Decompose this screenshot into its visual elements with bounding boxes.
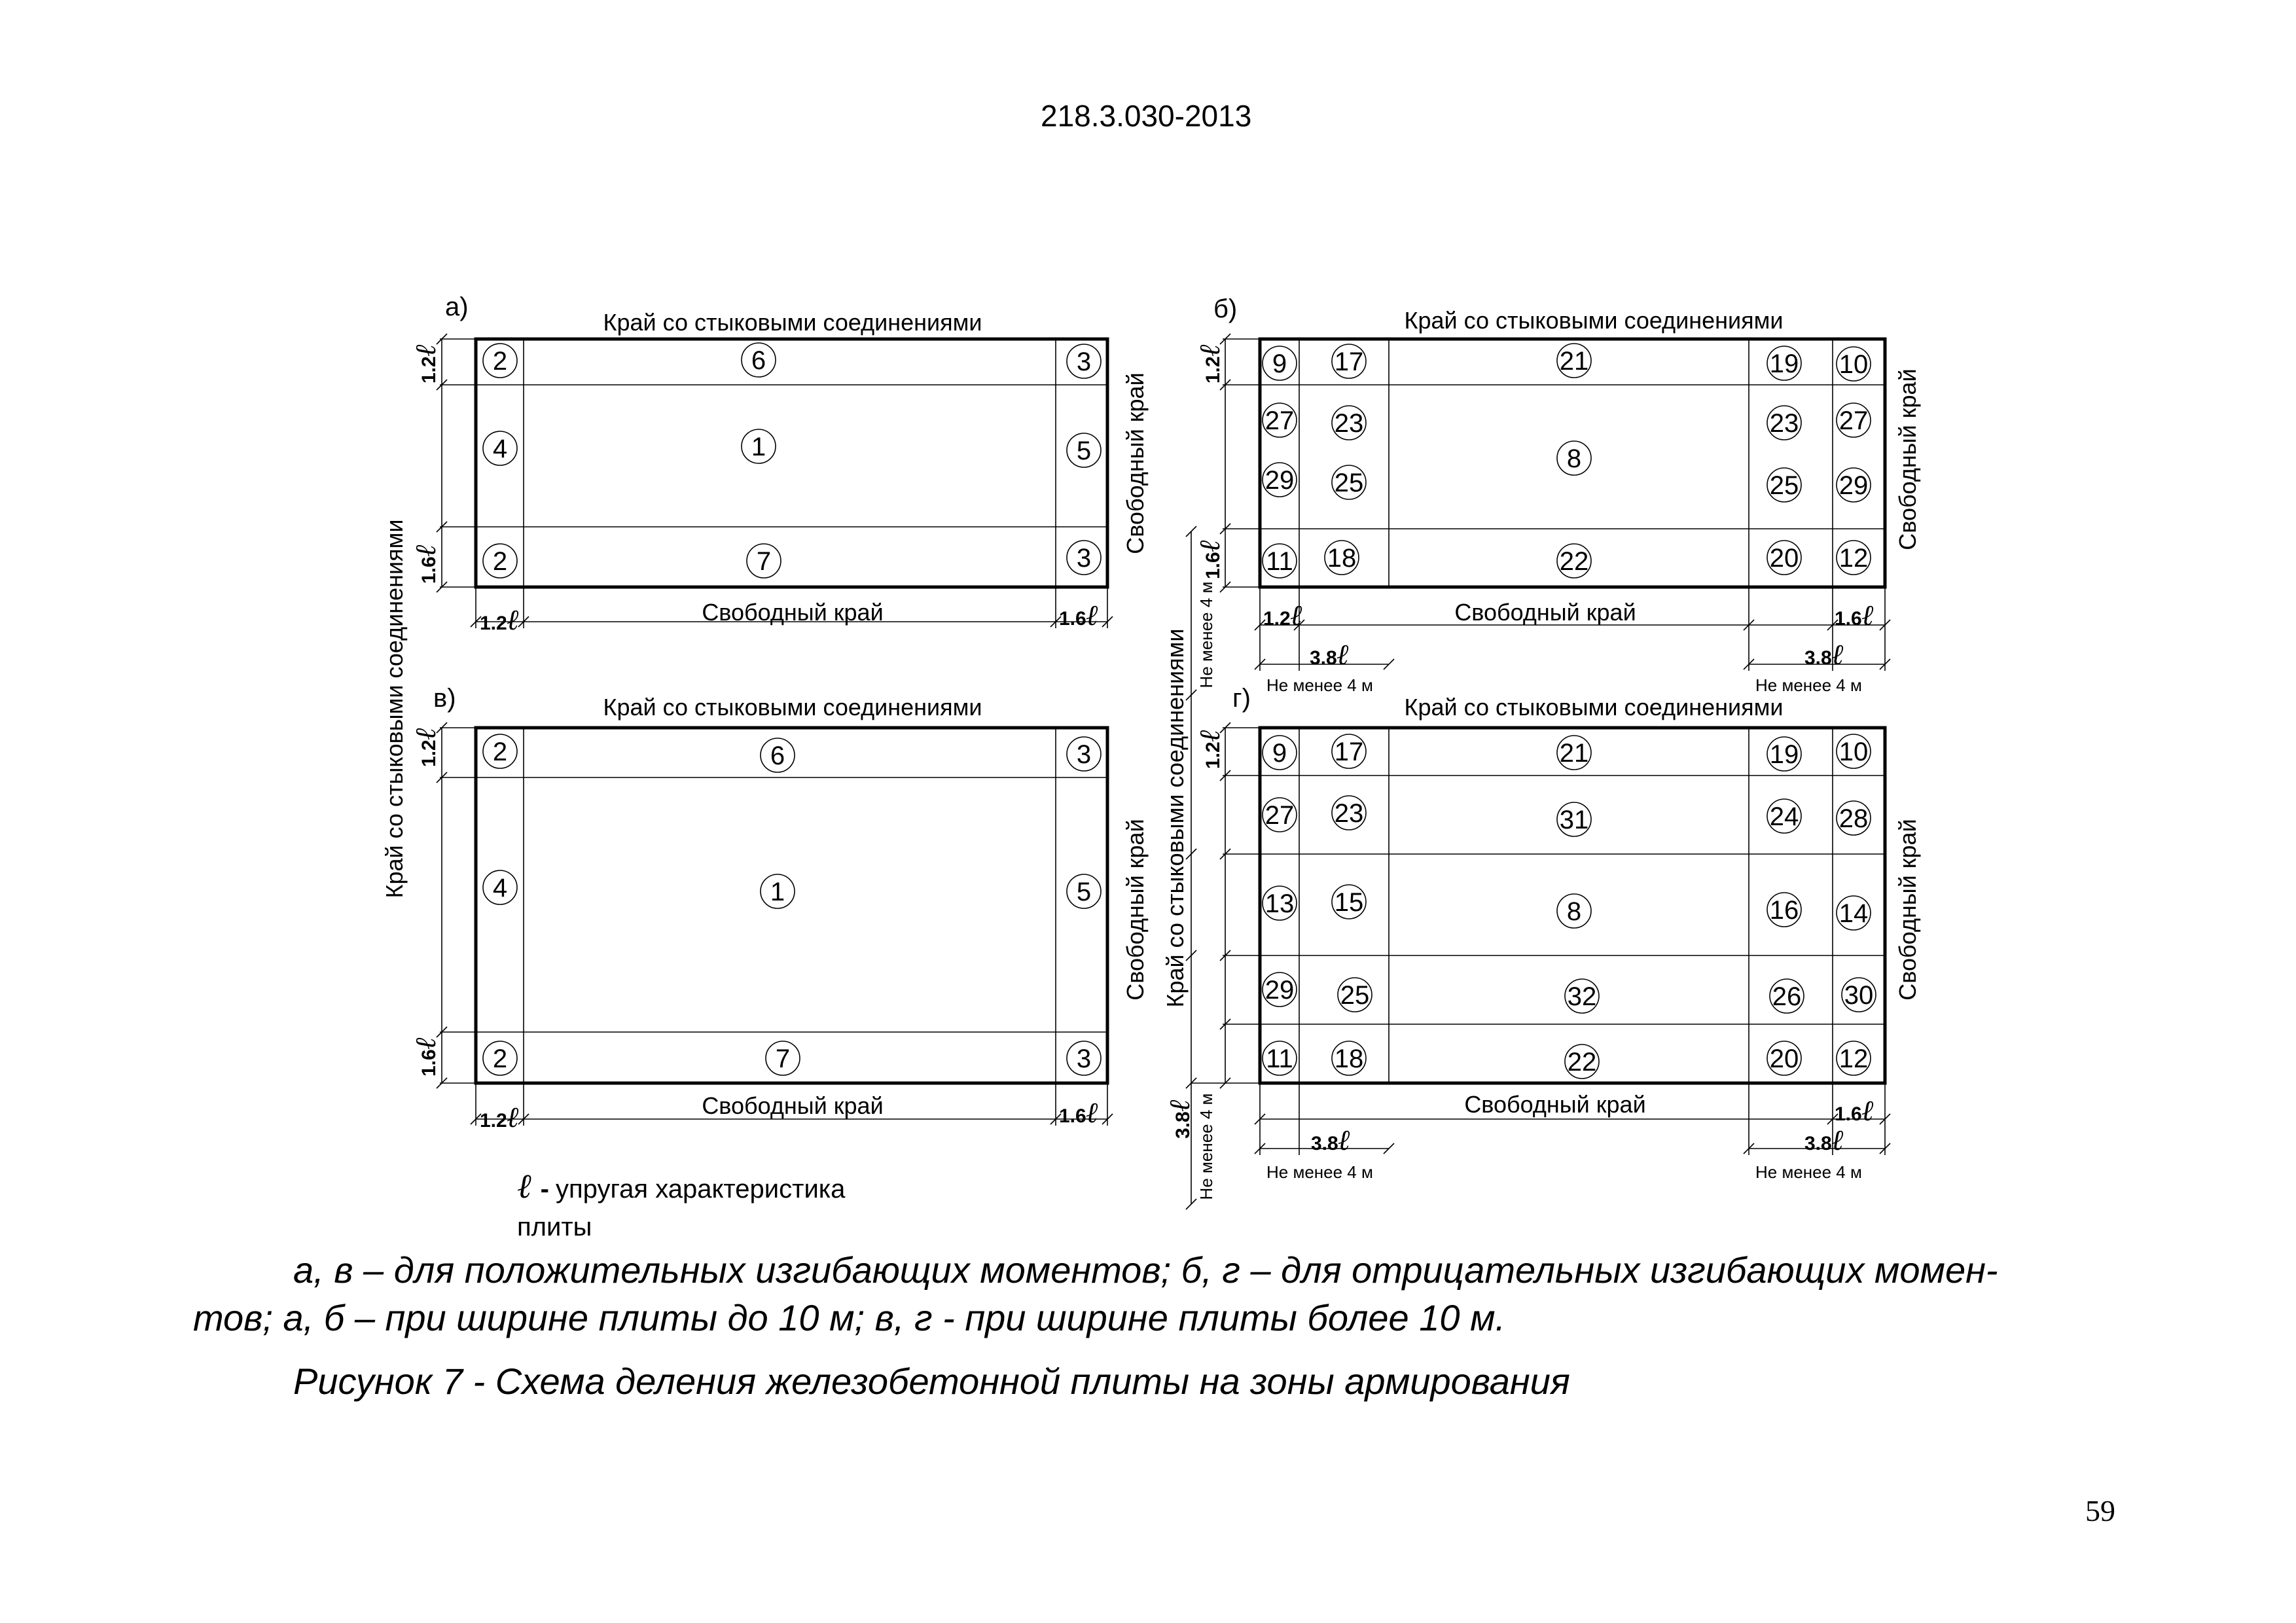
dimension-label (1310, 639, 1350, 671)
zone-number: 31 (1559, 806, 1589, 834)
zone-number: 29 (1265, 976, 1295, 1005)
zone-number: 8 (1566, 444, 1582, 473)
zone-number: 14 (1839, 899, 1869, 928)
dimension-label (410, 544, 442, 584)
top-edge-label: Край со стыковыми соединениями (603, 309, 982, 336)
bottom-edge-label: Свободный край (1454, 599, 1636, 626)
zone-number: 9 (1272, 739, 1287, 768)
zone-number: 4 (492, 874, 508, 902)
ell-symbol: ℓ (410, 727, 442, 740)
dimension-label (1835, 1095, 1874, 1127)
zone-number: 1 (770, 878, 785, 906)
zone-number: 30 (1844, 981, 1874, 1010)
zone-number: 23 (1769, 409, 1799, 438)
dimension-label (1263, 599, 1303, 632)
min-width-label: Не менее 4 м (1196, 1093, 1216, 1200)
dimension-value: 1.6 (1059, 608, 1086, 630)
zone-number: 3 (1076, 1044, 1092, 1073)
right-edge-label: Свободный край (1894, 819, 1921, 1001)
dimension-value: 1.2 (1202, 741, 1224, 769)
min-width-label: Не менее 4 м (1266, 1162, 1373, 1182)
dimension-label (1059, 1097, 1099, 1129)
ell-symbol: ℓ (517, 1168, 531, 1205)
zone-number: 3 (1076, 544, 1092, 573)
ell-symbol: ℓ (410, 544, 442, 557)
zone-number: 18 (1334, 1044, 1364, 1073)
right-edge-label: Свободный край (1894, 368, 1921, 550)
dimension-value: 1.6 (1059, 1105, 1086, 1127)
zone-number: 12 (1839, 1044, 1869, 1073)
bottom-edge-label: Свободный край (702, 599, 884, 626)
dimension-value: 1.2 (418, 740, 440, 767)
legend-dash: - (540, 1175, 549, 1204)
zone-number: 15 (1334, 888, 1364, 917)
panel-letter-a: а) (445, 293, 469, 321)
zone-number: 8 (1566, 897, 1582, 926)
zone-number: 25 (1769, 471, 1799, 500)
ell-symbol: ℓ (1336, 639, 1350, 671)
document-code: 218.3.030-2013 (1041, 99, 1252, 133)
zone-number: 27 (1265, 406, 1295, 435)
dimension-label (1059, 599, 1099, 632)
dimension-value: 1.2 (1263, 608, 1291, 630)
zone-number: 19 (1769, 740, 1799, 769)
zone-number: 3 (1076, 348, 1092, 376)
min-width-label: Не менее 4 м (1755, 675, 1862, 695)
zone-number: 2 (492, 547, 508, 576)
ell-symbol: ℓ (1086, 1097, 1099, 1129)
dimension-label (410, 727, 442, 767)
ell-symbol: ℓ (1194, 539, 1226, 552)
dimension-value: 1.6 (418, 556, 440, 584)
dimension-value: 1.6 (418, 1049, 440, 1077)
zone-number: 25 (1334, 469, 1364, 497)
legend-text: упругая характеристика (556, 1175, 846, 1204)
zone-number: 16 (1769, 896, 1799, 925)
dimension-label (1194, 539, 1226, 579)
zone-number: 2 (492, 347, 508, 376)
left-edge-label: Край со стыковыми соединениями (381, 519, 408, 899)
top-edge-label: Край со стыковыми соединениями (1404, 694, 1784, 721)
min-width-label: Не менее 4 м (1755, 1162, 1862, 1182)
min-width-label: Не менее 4 м (1266, 675, 1373, 695)
ell-symbol: ℓ (1194, 729, 1226, 742)
dimension-label (1804, 1124, 1844, 1156)
zone-number: 29 (1265, 466, 1295, 495)
zone-number: 9 (1272, 349, 1287, 378)
zone-number: 29 (1839, 471, 1869, 500)
ell-symbol: ℓ (1194, 344, 1226, 357)
ell-symbol: ℓ (1861, 1095, 1874, 1127)
plate-outline (476, 339, 1107, 587)
figure-title: Рисунок 7 - Схема деления железобетонной плиты на зоны армирования (293, 1361, 1570, 1402)
zone-number: 2 (492, 738, 508, 766)
ell-symbol: ℓ (410, 1037, 442, 1050)
zone-number: 5 (1076, 878, 1092, 906)
min-width-label: Не менее 4 м (1196, 581, 1216, 688)
dimension-value: 3.8 (1804, 647, 1832, 669)
zone-number: 28 (1839, 804, 1869, 833)
zone-number: 7 (756, 547, 772, 576)
ell-symbol: ℓ (1164, 1099, 1196, 1112)
ell-symbol: ℓ (1290, 599, 1303, 632)
ell-symbol: ℓ (1831, 639, 1844, 671)
zone-number: 12 (1839, 544, 1869, 573)
panel-letter-g: г) (1232, 684, 1251, 713)
dimension-value: 3.8 (1804, 1133, 1832, 1154)
zone-number: 24 (1769, 802, 1799, 831)
ell-symbol: ℓ (410, 344, 442, 357)
dimension-label (1194, 729, 1226, 769)
plate-outline (476, 728, 1107, 1083)
zone-number: 21 (1559, 347, 1589, 376)
dimension-label (410, 344, 442, 383)
dimension-label (1835, 599, 1874, 632)
zone-number: 32 (1567, 982, 1597, 1011)
caption-line-2: тов; а, б – при ширине плиты до 10 м; в, г - при ширине плиты более 10 м. (193, 1297, 1506, 1338)
dimension-label (1311, 1124, 1351, 1156)
zone-number: 19 (1769, 349, 1799, 378)
zone-number: 3 (1076, 740, 1092, 769)
dimension-value: 3.8 (1311, 1133, 1338, 1154)
zone-number: 25 (1340, 981, 1370, 1010)
ell-symbol: ℓ (507, 1101, 520, 1133)
caption-line-1: а, в – для положительных изгибающих моментов; б, г – для отрицательных изгибающих момен- (293, 1249, 1998, 1291)
dimension-value: 1.6 (1835, 1103, 1862, 1125)
panel-letter-v: в) (433, 684, 456, 713)
ell-symbol: ℓ (507, 604, 520, 636)
zone-number: 20 (1769, 544, 1799, 573)
legend-line-2: плиты (517, 1213, 592, 1241)
zone-number: 17 (1334, 348, 1364, 376)
dimension-value: 1.6 (1835, 608, 1862, 630)
bottom-edge-label: Свободный край (702, 1092, 884, 1119)
dimension-value: 1.2 (480, 1110, 507, 1132)
zone-number: 20 (1769, 1044, 1799, 1073)
right-edge-label: Свободный край (1122, 372, 1149, 554)
zone-number: 23 (1334, 799, 1364, 828)
zone-number: 6 (770, 741, 785, 770)
ell-symbol: ℓ (1831, 1124, 1844, 1156)
zone-number: 6 (751, 346, 766, 375)
bottom-edge-label: Свободный край (1464, 1091, 1646, 1118)
zone-number: 21 (1559, 739, 1589, 768)
zone-number: 10 (1839, 738, 1869, 766)
ell-symbol: ℓ (1086, 599, 1099, 632)
zone-number: 26 (1772, 982, 1802, 1011)
zone-number: 5 (1076, 437, 1092, 465)
dimension-label (480, 604, 520, 636)
dimension-label (1194, 344, 1226, 383)
zone-number: 27 (1839, 406, 1869, 435)
right-edge-label: Свободный край (1122, 819, 1149, 1001)
page-number: 59 (2085, 1494, 2115, 1527)
zone-number: 10 (1839, 350, 1869, 379)
zone-number: 18 (1327, 544, 1357, 573)
left-edge-label: Край со стыковыми соединениями (1162, 628, 1189, 1008)
dimension-value: 1.2 (1202, 356, 1224, 383)
zone-number: 27 (1265, 801, 1295, 830)
dimension-value: 1.2 (480, 613, 507, 634)
dimension-label (1804, 639, 1844, 671)
dimension-label (410, 1037, 442, 1077)
zone-number: 1 (751, 433, 766, 461)
zone-number: 11 (1266, 547, 1293, 576)
dimension-value: 3.8 (1172, 1111, 1194, 1139)
zone-number: 11 (1266, 1044, 1293, 1073)
top-edge-label: Край со стыковыми соединениями (603, 694, 982, 721)
dimension-value: 1.6 (1202, 552, 1224, 579)
dimension-value: 1.2 (418, 356, 440, 383)
dimension-label (480, 1101, 520, 1133)
zone-number: 4 (492, 435, 508, 463)
legend-line-1 (517, 1168, 846, 1205)
zone-number: 17 (1334, 738, 1364, 766)
zone-number: 23 (1334, 409, 1364, 438)
ell-symbol: ℓ (1861, 599, 1874, 632)
zone-number: 22 (1567, 1048, 1597, 1077)
dimension-label (1164, 1099, 1196, 1139)
ell-symbol: ℓ (1338, 1124, 1351, 1156)
dimension-value: 3.8 (1310, 647, 1337, 669)
zone-number: 7 (775, 1044, 791, 1073)
zone-number: 22 (1559, 547, 1589, 576)
zone-number: 13 (1265, 889, 1295, 918)
zone-number: 2 (492, 1044, 508, 1073)
top-edge-label: Край со стыковыми соединениями (1404, 307, 1784, 334)
panel-letter-b: б) (1213, 294, 1238, 323)
